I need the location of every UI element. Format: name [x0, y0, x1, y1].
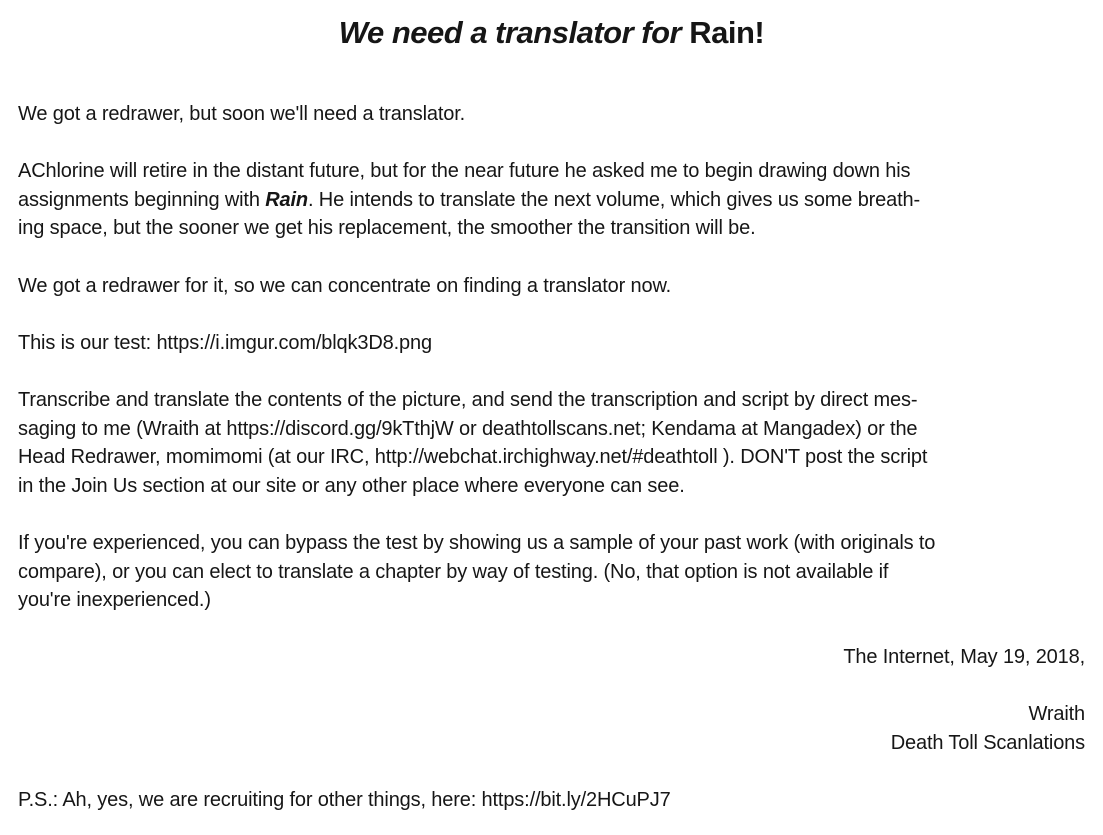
- text-line: you're inexperienced.): [18, 589, 211, 612]
- page-title-rain-part: Rain!: [689, 15, 765, 50]
- text-line: ing space, but the sooner we get his replacement, the smoother the transition will be.: [18, 217, 756, 240]
- text-line-test-url: This is our test: https://i.imgur.com/blqk3D8.png: [18, 331, 432, 354]
- text-line: We got a redrawer for it, so we can concentrate on finding a translator now.: [18, 274, 672, 297]
- postscript: [18, 786, 1085, 815]
- signature-name: Wraith: [1028, 703, 1085, 726]
- signature-block: [18, 700, 1085, 757]
- text-line: AChlorine will retire in the distant future, but for the near future he asked me to begin drawing down his: [18, 160, 911, 183]
- paragraph-redrawer-found: [18, 272, 1085, 301]
- signature-group: Death Toll Scanlations: [890, 732, 1085, 755]
- text-segment: assignments beginning with: [18, 188, 266, 211]
- text-line: We got a redrawer, but soon we'll need a translator.: [18, 103, 466, 125]
- text-line: [18, 186, 1085, 215]
- text-line-postscript: P.S.: Ah, yes, we are recruiting for other things, here: https://bit.ly/2HCuPJ7: [18, 789, 671, 812]
- page-title: [0, 0, 1103, 53]
- page-title-italic-part: We need a translator for: [338, 15, 690, 50]
- text-segment: . He intends to translate the next volume, which gives us some breath-: [307, 188, 921, 211]
- paragraph-submission-instructions: [18, 386, 1085, 500]
- text-line: Transcribe and translate the contents of the picture, and send the transcription and script by direct mes-: [18, 388, 918, 411]
- paragraph-achlorine-retirement: [18, 157, 1085, 243]
- rain-emphasis-text: Rain: [265, 188, 308, 211]
- signature-dateline: [18, 643, 1085, 672]
- text-line-dateline: The Internet, May 19, 2018,: [843, 646, 1085, 669]
- text-line: Head Redrawer, momimomi (at our IRC, http://webchat.irchighway.net/#deathtoll ). DON'T post the script: [18, 446, 928, 469]
- notice-body: [0, 100, 1103, 815]
- paragraph-redrawer-intro: [18, 100, 1085, 129]
- paragraph-experienced-bypass: [18, 529, 1085, 615]
- text-line: compare), or you can elect to translate a chapter by way of testing. (No, that option is not available if: [18, 560, 889, 583]
- text-line: saging to me (Wraith at https://discord.gg/9kTthjW or deathtollscans.net; Kendama at Mangadex) or the: [18, 417, 918, 440]
- text-line: If you're experienced, you can bypass the test by showing us a sample of your past work (with originals to: [18, 531, 936, 554]
- paragraph-test-link: [18, 329, 1085, 358]
- text-line: in the Join Us section at our site or any other place where everyone can see.: [18, 474, 685, 497]
